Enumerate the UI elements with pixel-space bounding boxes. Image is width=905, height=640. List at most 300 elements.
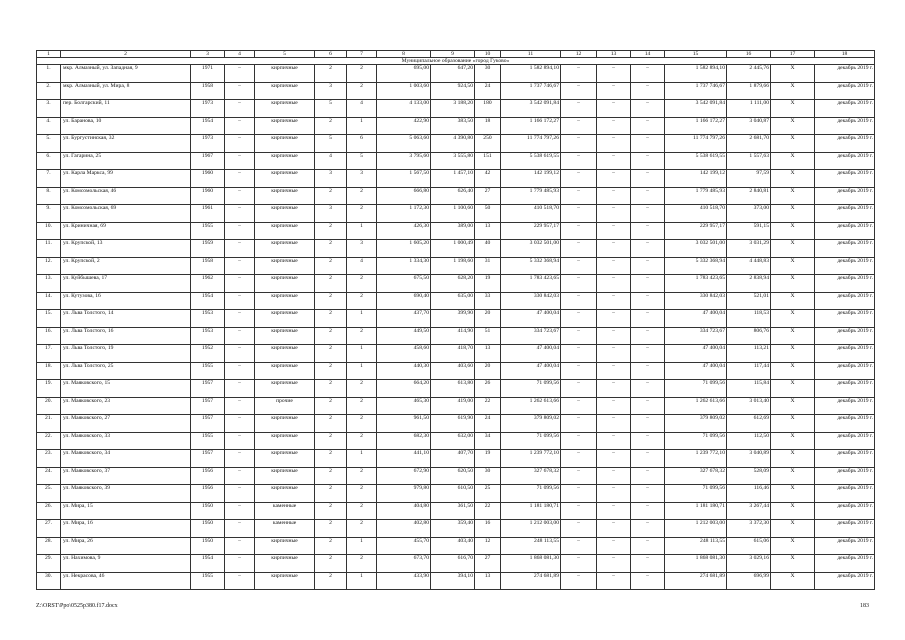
cell-col-4: –: [225, 555, 255, 573]
cell-completion-date: декабрь 2019 г.: [815, 310, 875, 328]
cell-col-4: –: [225, 380, 255, 398]
cell-entrances: 3: [347, 170, 377, 188]
cell-regional-cost: 334 723,67: [665, 327, 727, 345]
cell-entrances: 1: [347, 450, 377, 468]
cell-address: ул. Куйбышева, 17: [61, 275, 191, 293]
cell-address: пер. Болгарский, 11: [61, 100, 191, 118]
cell-unit-cost: 117,44: [727, 362, 771, 380]
municipality-row: [37, 58, 875, 65]
cell-wall-material: кирпичные: [255, 117, 315, 135]
cell-wall-material: кирпичные: [255, 135, 315, 153]
column-number: 17: [771, 51, 815, 58]
table-row: [37, 100, 875, 118]
cell-entrances: 2: [347, 65, 377, 83]
footer-file-path: Z:\ORST\Ppo\0525p380.f17.docx: [36, 603, 118, 609]
cell-floors: 2: [315, 397, 347, 415]
cell-year-built: 1956: [191, 467, 225, 485]
cell-col-14: –: [631, 292, 665, 310]
cell-entrances: 2: [347, 275, 377, 293]
cell-living-area: 3 188,20: [431, 100, 475, 118]
cell-row-number: 19.: [37, 380, 61, 398]
cell-col-17: Х: [771, 292, 815, 310]
cell-entrances: 1: [347, 362, 377, 380]
cell-address: ул. Крупской, 2: [61, 257, 191, 275]
cell-living-area: 403,60: [431, 362, 475, 380]
cell-row-number: 30.: [37, 572, 61, 590]
cell-total-area: 4 133,00: [377, 100, 431, 118]
cell-row-number: 5.: [37, 135, 61, 153]
table-row: [37, 222, 875, 240]
cell-regional-cost: 379 809,02: [665, 415, 727, 433]
cell-col-17: Х: [771, 572, 815, 590]
cell-col-17: Х: [771, 187, 815, 205]
cell-row-number: 28.: [37, 537, 61, 555]
cell-address: ул. Крупской, 13: [61, 240, 191, 258]
cell-col-13: –: [597, 170, 631, 188]
cell-total-area: 455,70: [377, 537, 431, 555]
cell-col-14: –: [631, 310, 665, 328]
page-number: 183: [860, 603, 869, 609]
cell-col-12: –: [561, 520, 597, 538]
cell-year-built: 1956: [191, 485, 225, 503]
cell-col-4: –: [225, 170, 255, 188]
cell-living-area: 647,20: [431, 65, 475, 83]
cell-wall-material: кирпичные: [255, 240, 315, 258]
cell-col-13: –: [597, 152, 631, 170]
cell-col-12: –: [561, 82, 597, 100]
cell-row-number: 1.: [37, 65, 61, 83]
cell-col-12: –: [561, 432, 597, 450]
cell-address: ул. Маяковского, 39: [61, 485, 191, 503]
cell-total-cost: 71 099,56: [501, 380, 561, 398]
cell-living-area: 635,00: [431, 292, 475, 310]
cell-regional-cost: 47 400,04: [665, 345, 727, 363]
cell-entrances: 6: [347, 135, 377, 153]
cell-col-14: –: [631, 432, 665, 450]
cell-completion-date: декабрь 2019 г.: [815, 222, 875, 240]
cell-total-area: 465,30: [377, 397, 431, 415]
cell-regional-cost: 71 099,56: [665, 432, 727, 450]
cell-completion-date: декабрь 2019 г.: [815, 257, 875, 275]
column-number: 4: [225, 51, 255, 58]
cell-address: ул. Баранова, 10: [61, 117, 191, 135]
table-row: [37, 327, 875, 345]
cell-col-14: –: [631, 222, 665, 240]
cell-year-built: 1955: [191, 572, 225, 590]
cell-entrances: 2: [347, 485, 377, 503]
cell-residents: 20: [475, 362, 501, 380]
cell-col-13: –: [597, 397, 631, 415]
cell-residents: 18: [475, 117, 501, 135]
cell-entrances: 2: [347, 380, 377, 398]
cell-wall-material: кирпичные: [255, 345, 315, 363]
cell-floors: 4: [315, 152, 347, 170]
cell-living-area: 394,10: [431, 572, 475, 590]
column-number: 16: [727, 51, 771, 58]
cell-wall-material: кирпичные: [255, 432, 315, 450]
table-row: [37, 415, 875, 433]
cell-regional-cost: 47 400,04: [665, 362, 727, 380]
cell-col-12: –: [561, 205, 597, 223]
cell-entrances: 2: [347, 432, 377, 450]
cell-col-17: Х: [771, 415, 815, 433]
table-row: [37, 555, 875, 573]
cell-regional-cost: 1 737 746,67: [665, 82, 727, 100]
column-number: 10: [475, 51, 501, 58]
table-row: [37, 65, 875, 83]
cell-col-13: –: [597, 380, 631, 398]
cell-residents: 30: [475, 65, 501, 83]
cell-regional-cost: 1 239 772,10: [665, 450, 727, 468]
cell-year-built: 1960: [191, 170, 225, 188]
cell-total-cost: 248 113,55: [501, 537, 561, 555]
cell-unit-cost: 4 448,83: [727, 257, 771, 275]
cell-col-14: –: [631, 485, 665, 503]
cell-col-4: –: [225, 275, 255, 293]
cell-total-cost: 1 262 613,66: [501, 397, 561, 415]
cell-residents: 42: [475, 170, 501, 188]
table-row: [37, 362, 875, 380]
cell-total-cost: 47 400,04: [501, 345, 561, 363]
cell-row-number: 9.: [37, 205, 61, 223]
cell-living-area: 628,20: [431, 275, 475, 293]
cell-total-cost: 3 032 501,00: [501, 240, 561, 258]
cell-living-area: 610,50: [431, 485, 475, 503]
cell-regional-cost: 71 099,56: [665, 485, 727, 503]
cell-col-4: –: [225, 117, 255, 135]
cell-entrances: 5: [347, 152, 377, 170]
cell-col-12: –: [561, 152, 597, 170]
cell-year-built: 1953: [191, 310, 225, 328]
cell-floors: 2: [315, 380, 347, 398]
cell-living-area: 399,90: [431, 310, 475, 328]
cell-col-14: –: [631, 327, 665, 345]
cell-unit-cost: 112,50: [727, 432, 771, 450]
cell-year-built: 1957: [191, 450, 225, 468]
cell-col-13: –: [597, 257, 631, 275]
cell-floors: 2: [315, 432, 347, 450]
cell-total-cost: 47 400,04: [501, 362, 561, 380]
cell-unit-cost: 3 031,29: [727, 240, 771, 258]
cell-col-14: –: [631, 240, 665, 258]
cell-col-12: –: [561, 555, 597, 573]
cell-year-built: 1957: [191, 380, 225, 398]
cell-col-17: Х: [771, 82, 815, 100]
cell-unit-cost: 2 445,76: [727, 65, 771, 83]
cell-col-14: –: [631, 187, 665, 205]
cell-regional-cost: 71 099,56: [665, 380, 727, 398]
cell-living-area: 383,50: [431, 117, 475, 135]
cell-residents: 24: [475, 415, 501, 433]
cell-total-area: 440,30: [377, 362, 431, 380]
cell-col-13: –: [597, 205, 631, 223]
cell-col-12: –: [561, 187, 597, 205]
cell-residents: 20: [475, 310, 501, 328]
cell-completion-date: декабрь 2019 г.: [815, 572, 875, 590]
cell-total-area: 458,60: [377, 345, 431, 363]
table-row: [37, 187, 875, 205]
cell-total-cost: 1 239 772,10: [501, 450, 561, 468]
cell-row-number: 14.: [37, 292, 61, 310]
cell-entrances: 4: [347, 100, 377, 118]
cell-col-12: –: [561, 415, 597, 433]
cell-unit-cost: 373,00: [727, 205, 771, 223]
cell-col-12: –: [561, 397, 597, 415]
cell-col-12: –: [561, 502, 597, 520]
cell-col-14: –: [631, 362, 665, 380]
cell-col-17: Х: [771, 362, 815, 380]
cell-living-area: 359,40: [431, 520, 475, 538]
cell-wall-material: кирпичные: [255, 380, 315, 398]
cell-wall-material: кирпичные: [255, 362, 315, 380]
cell-col-14: –: [631, 380, 665, 398]
cell-col-14: –: [631, 205, 665, 223]
cell-year-built: 1950: [191, 502, 225, 520]
cell-regional-cost: 327 678,32: [665, 467, 727, 485]
table-row: [37, 292, 875, 310]
cell-unit-cost: 612,69: [727, 415, 771, 433]
cell-col-13: –: [597, 292, 631, 310]
cell-col-17: Х: [771, 555, 815, 573]
cell-residents: 50: [475, 205, 501, 223]
cell-wall-material: кирпичные: [255, 537, 315, 555]
cell-floors: 2: [315, 362, 347, 380]
cell-total-cost: 1 181 180,71: [501, 502, 561, 520]
cell-unit-cost: 97,59: [727, 170, 771, 188]
cell-total-area: 979,80: [377, 485, 431, 503]
cell-regional-cost: 5 332 368,94: [665, 257, 727, 275]
cell-floors: 2: [315, 222, 347, 240]
cell-residents: 40: [475, 240, 501, 258]
cell-residents: 30: [475, 467, 501, 485]
cell-address: ул. Некрасова, 46: [61, 572, 191, 590]
column-number-row: [37, 51, 875, 58]
cell-total-area: 1 003,60: [377, 82, 431, 100]
cell-col-4: –: [225, 572, 255, 590]
cell-wall-material: каменные: [255, 502, 315, 520]
cell-total-cost: 1 166 172,27: [501, 117, 561, 135]
cell-total-area: 426,30: [377, 222, 431, 240]
cell-floors: 2: [315, 555, 347, 573]
cell-wall-material: каменные: [255, 520, 315, 538]
cell-row-number: 10.: [37, 222, 61, 240]
cell-total-cost: 334 723,67: [501, 327, 561, 345]
cell-total-area: 3 795,60: [377, 152, 431, 170]
cell-regional-cost: 1 783 423,65: [665, 275, 727, 293]
cell-wall-material: кирпичные: [255, 555, 315, 573]
cell-wall-material: кирпичные: [255, 100, 315, 118]
cell-living-area: 1 100,60: [431, 205, 475, 223]
cell-completion-date: декабрь 2019 г.: [815, 555, 875, 573]
cell-unit-cost: 528,09: [727, 467, 771, 485]
cell-col-17: Х: [771, 502, 815, 520]
cell-total-cost: 71 099,56: [501, 485, 561, 503]
cell-col-13: –: [597, 310, 631, 328]
cell-row-number: 2.: [37, 82, 61, 100]
cell-unit-cost: 113,21: [727, 345, 771, 363]
cell-col-12: –: [561, 222, 597, 240]
cell-row-number: 25.: [37, 485, 61, 503]
table-row: [37, 537, 875, 555]
cell-address: мкр. Алмазный, ул. Мира, 8: [61, 82, 191, 100]
cell-residents: 51: [475, 327, 501, 345]
cell-residents: 27: [475, 555, 501, 573]
column-number: 8: [377, 51, 431, 58]
cell-col-13: –: [597, 520, 631, 538]
cell-address: ул. Маяковского, 23: [61, 397, 191, 415]
cell-floors: 2: [315, 292, 347, 310]
cell-col-13: –: [597, 362, 631, 380]
cell-col-13: –: [597, 135, 631, 153]
cell-col-17: Х: [771, 65, 815, 83]
cell-unit-cost: 3 267,44: [727, 502, 771, 520]
cell-residents: 27: [475, 187, 501, 205]
cell-total-cost: 1 582 894,10: [501, 65, 561, 83]
cell-col-4: –: [225, 292, 255, 310]
cell-total-cost: 71 099,56: [501, 432, 561, 450]
cell-wall-material: кирпичные: [255, 327, 315, 345]
cell-residents: 16: [475, 520, 501, 538]
cell-floors: 2: [315, 65, 347, 83]
cell-col-13: –: [597, 82, 631, 100]
cell-residents: 25: [475, 485, 501, 503]
cell-col-17: Х: [771, 240, 815, 258]
cell-unit-cost: 2 838,94: [727, 275, 771, 293]
cell-year-built: 1957: [191, 397, 225, 415]
cell-row-number: 7.: [37, 170, 61, 188]
cell-completion-date: декабрь 2019 г.: [815, 100, 875, 118]
cell-col-12: –: [561, 100, 597, 118]
cell-unit-cost: 3 013,40: [727, 397, 771, 415]
cell-unit-cost: 1 111,00: [727, 100, 771, 118]
cell-unit-cost: 116,46: [727, 485, 771, 503]
cell-living-area: 626,40: [431, 187, 475, 205]
cell-completion-date: декабрь 2019 г.: [815, 450, 875, 468]
cell-total-cost: 142 199,12: [501, 170, 561, 188]
table-row: [37, 345, 875, 363]
cell-completion-date: декабрь 2019 г.: [815, 432, 875, 450]
cell-regional-cost: 11 774 797,26: [665, 135, 727, 153]
cell-col-12: –: [561, 257, 597, 275]
cell-unit-cost: 3 029,16: [727, 555, 771, 573]
cell-total-cost: 11 774 797,26: [501, 135, 561, 153]
cell-col-4: –: [225, 502, 255, 520]
cell-entrances: 2: [347, 82, 377, 100]
cell-wall-material: кирпичные: [255, 152, 315, 170]
cell-col-4: –: [225, 415, 255, 433]
cell-col-13: –: [597, 485, 631, 503]
cell-floors: 2: [315, 520, 347, 538]
cell-residents: 13: [475, 222, 501, 240]
cell-col-13: –: [597, 572, 631, 590]
cell-total-cost: 5 332 368,94: [501, 257, 561, 275]
cell-total-area: 433,90: [377, 572, 431, 590]
cell-col-14: –: [631, 152, 665, 170]
cell-living-area: 4 390,80: [431, 135, 475, 153]
cell-col-13: –: [597, 450, 631, 468]
cell-col-14: –: [631, 572, 665, 590]
cell-col-12: –: [561, 450, 597, 468]
cell-row-number: 23.: [37, 450, 61, 468]
cell-living-area: 1 000,49: [431, 240, 475, 258]
cell-unit-cost: 118,53: [727, 310, 771, 328]
cell-floors: 3: [315, 82, 347, 100]
cell-entrances: 2: [347, 205, 377, 223]
cell-completion-date: декабрь 2019 г.: [815, 292, 875, 310]
cell-col-4: –: [225, 450, 255, 468]
cell-regional-cost: 1 582 894,10: [665, 65, 727, 83]
cell-unit-cost: 591,15: [727, 222, 771, 240]
cell-col-13: –: [597, 537, 631, 555]
cell-col-13: –: [597, 432, 631, 450]
cell-regional-cost: 1 779 485,93: [665, 187, 727, 205]
cell-completion-date: декабрь 2019 г.: [815, 345, 875, 363]
cell-col-13: –: [597, 100, 631, 118]
cell-residents: 22: [475, 397, 501, 415]
cell-floors: 3: [315, 170, 347, 188]
cell-address: ул. Льва Толстого, 25: [61, 362, 191, 380]
column-number: 7: [347, 51, 377, 58]
cell-residents: 24: [475, 82, 501, 100]
housing-table: [36, 50, 875, 590]
cell-total-cost: 3 542 091,84: [501, 100, 561, 118]
cell-residents: 19: [475, 450, 501, 468]
cell-col-4: –: [225, 240, 255, 258]
cell-row-number: 13.: [37, 275, 61, 293]
cell-residents: 12: [475, 537, 501, 555]
cell-address: ул. Гагарина, 25: [61, 152, 191, 170]
cell-total-cost: 327 678,32: [501, 467, 561, 485]
column-number: 5: [255, 51, 315, 58]
cell-row-number: 3.: [37, 100, 61, 118]
cell-year-built: 1954: [191, 117, 225, 135]
cell-col-17: Х: [771, 170, 815, 188]
cell-year-built: 1973: [191, 100, 225, 118]
cell-living-area: 613,80: [431, 380, 475, 398]
cell-total-cost: 1 779 485,93: [501, 187, 561, 205]
municipality-title: Муниципальное образование «город Гуково»: [37, 58, 875, 65]
column-number: 1: [37, 51, 61, 58]
table-row: [37, 135, 875, 153]
cell-residents: 250: [475, 135, 501, 153]
cell-entrances: 3: [347, 240, 377, 258]
cell-unit-cost: 3 040,87: [727, 117, 771, 135]
cell-total-area: 441,10: [377, 450, 431, 468]
cell-address: ул. Мира, 26: [61, 537, 191, 555]
cell-address: ул. Льва Толстого, 16: [61, 327, 191, 345]
cell-living-area: 620,50: [431, 467, 475, 485]
cell-completion-date: декабрь 2019 г.: [815, 380, 875, 398]
cell-col-17: Х: [771, 222, 815, 240]
cell-col-4: –: [225, 310, 255, 328]
cell-completion-date: декабрь 2019 г.: [815, 187, 875, 205]
table-row: [37, 310, 875, 328]
cell-residents: 180: [475, 100, 501, 118]
cell-entrances: 2: [347, 327, 377, 345]
cell-col-13: –: [597, 240, 631, 258]
cell-unit-cost: 806,76: [727, 327, 771, 345]
cell-completion-date: декабрь 2019 г.: [815, 467, 875, 485]
cell-year-built: 1958: [191, 257, 225, 275]
cell-year-built: 1967: [191, 152, 225, 170]
cell-total-area: 402,80: [377, 520, 431, 538]
cell-row-number: 6.: [37, 152, 61, 170]
cell-regional-cost: 142 199,12: [665, 170, 727, 188]
table-row: [37, 152, 875, 170]
table-row: [37, 502, 875, 520]
cell-floors: 2: [315, 502, 347, 520]
cell-address: ул. Маяковского, 27: [61, 415, 191, 433]
